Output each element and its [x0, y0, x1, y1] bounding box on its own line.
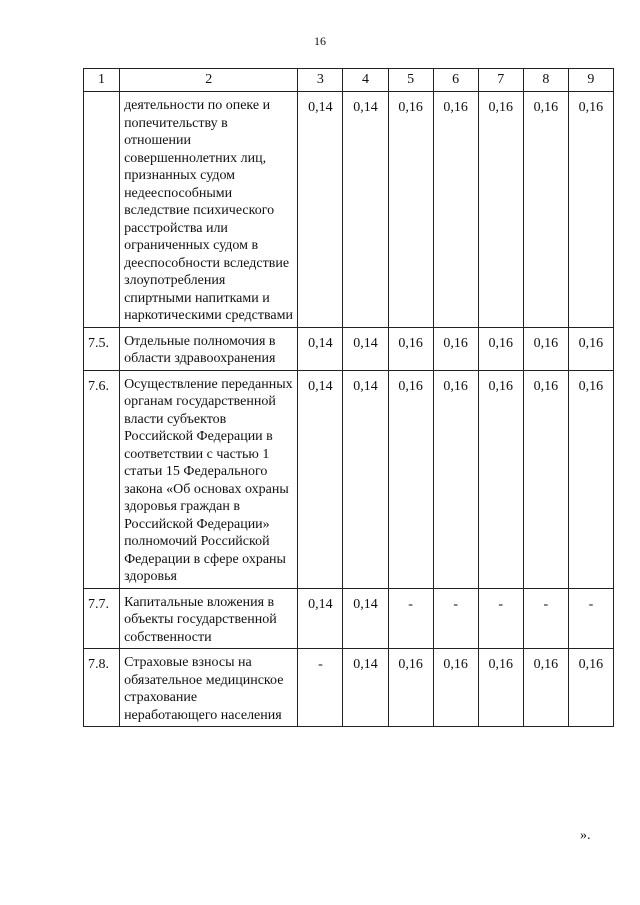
cell-value: 0,14	[298, 588, 343, 649]
row-index: 7.8.	[84, 649, 120, 727]
row-description: Осуществление переданных органам государственной власти субъектов Российской Федерации в соответствии с частью 1 статьи 15 Федерального закона «Об основах охраны здоровья граждан в Российской Федерации» полномочий Российской Федерации в сфере охраны здоровья	[120, 370, 298, 588]
cell-value: 0,16	[433, 649, 478, 727]
cell-value: 0,14	[343, 588, 388, 649]
cell-value: 0,14	[343, 370, 388, 588]
column-header-8: 8	[523, 69, 568, 92]
cell-value: 0,16	[568, 327, 613, 370]
column-header-5: 5	[388, 69, 433, 92]
cell-value: 0,16	[523, 327, 568, 370]
column-header-1: 1	[84, 69, 120, 92]
column-header-4: 4	[343, 69, 388, 92]
cell-value: -	[478, 588, 523, 649]
column-header-2: 2	[120, 69, 298, 92]
cell-value: 0,14	[298, 327, 343, 370]
column-header-7: 7	[478, 69, 523, 92]
cell-value: 0,16	[523, 92, 568, 328]
cell-value: 0,16	[478, 327, 523, 370]
cell-value: 0,14	[298, 92, 343, 328]
cell-value: 0,16	[523, 649, 568, 727]
cell-value: 0,16	[388, 370, 433, 588]
cell-value: -	[523, 588, 568, 649]
cell-value: 0,16	[433, 370, 478, 588]
cell-value: 0,16	[433, 327, 478, 370]
cell-value: 0,16	[478, 370, 523, 588]
cell-value: 0,16	[388, 327, 433, 370]
column-header-3: 3	[298, 69, 343, 92]
cell-value: 0,16	[478, 92, 523, 328]
table-row	[84, 327, 614, 370]
cell-value: 0,16	[568, 92, 613, 328]
page-number: 16	[314, 34, 326, 48]
table-row	[84, 370, 614, 588]
table-row	[84, 649, 614, 727]
row-description: Отдельные полномочия в области здравоохранения	[120, 327, 298, 370]
cell-value: 0,16	[388, 92, 433, 328]
row-index: 7.7.	[84, 588, 120, 649]
cell-value: 0,16	[388, 649, 433, 727]
header-row	[84, 69, 614, 92]
cell-value: 0,16	[433, 92, 478, 328]
row-index: 7.5.	[84, 327, 120, 370]
cell-value: 0,16	[523, 370, 568, 588]
table-row	[84, 92, 614, 328]
cell-value: 0,16	[568, 370, 613, 588]
column-header-9: 9	[568, 69, 613, 92]
row-index	[84, 92, 120, 328]
cell-value: 0,16	[478, 649, 523, 727]
cell-value: 0,14	[298, 370, 343, 588]
cell-value: 0,16	[568, 649, 613, 727]
row-description: деятельности по опеке и попечительству в отношении совершеннолетних лиц, признанных судом недееспособными вследствие психического расстройства или ограниченных судом в дееспособности вследствие злоупотребления спиртными напитками и наркотическими средствами	[120, 92, 298, 328]
cell-value: -	[433, 588, 478, 649]
column-header-6: 6	[433, 69, 478, 92]
rates-table	[83, 68, 614, 727]
row-description: Страховые взносы на обязательное медицинское страхование неработающего населения	[120, 649, 298, 727]
cell-value: 0,14	[343, 649, 388, 727]
cell-value: -	[298, 649, 343, 727]
closing-quote: ».	[580, 828, 591, 843]
row-index: 7.6.	[84, 370, 120, 588]
cell-value: -	[388, 588, 433, 649]
cell-value: 0,14	[343, 92, 388, 328]
cell-value: -	[568, 588, 613, 649]
row-description: Капитальные вложения в объекты государственной собственности	[120, 588, 298, 649]
table-row	[84, 588, 614, 649]
cell-value: 0,14	[343, 327, 388, 370]
